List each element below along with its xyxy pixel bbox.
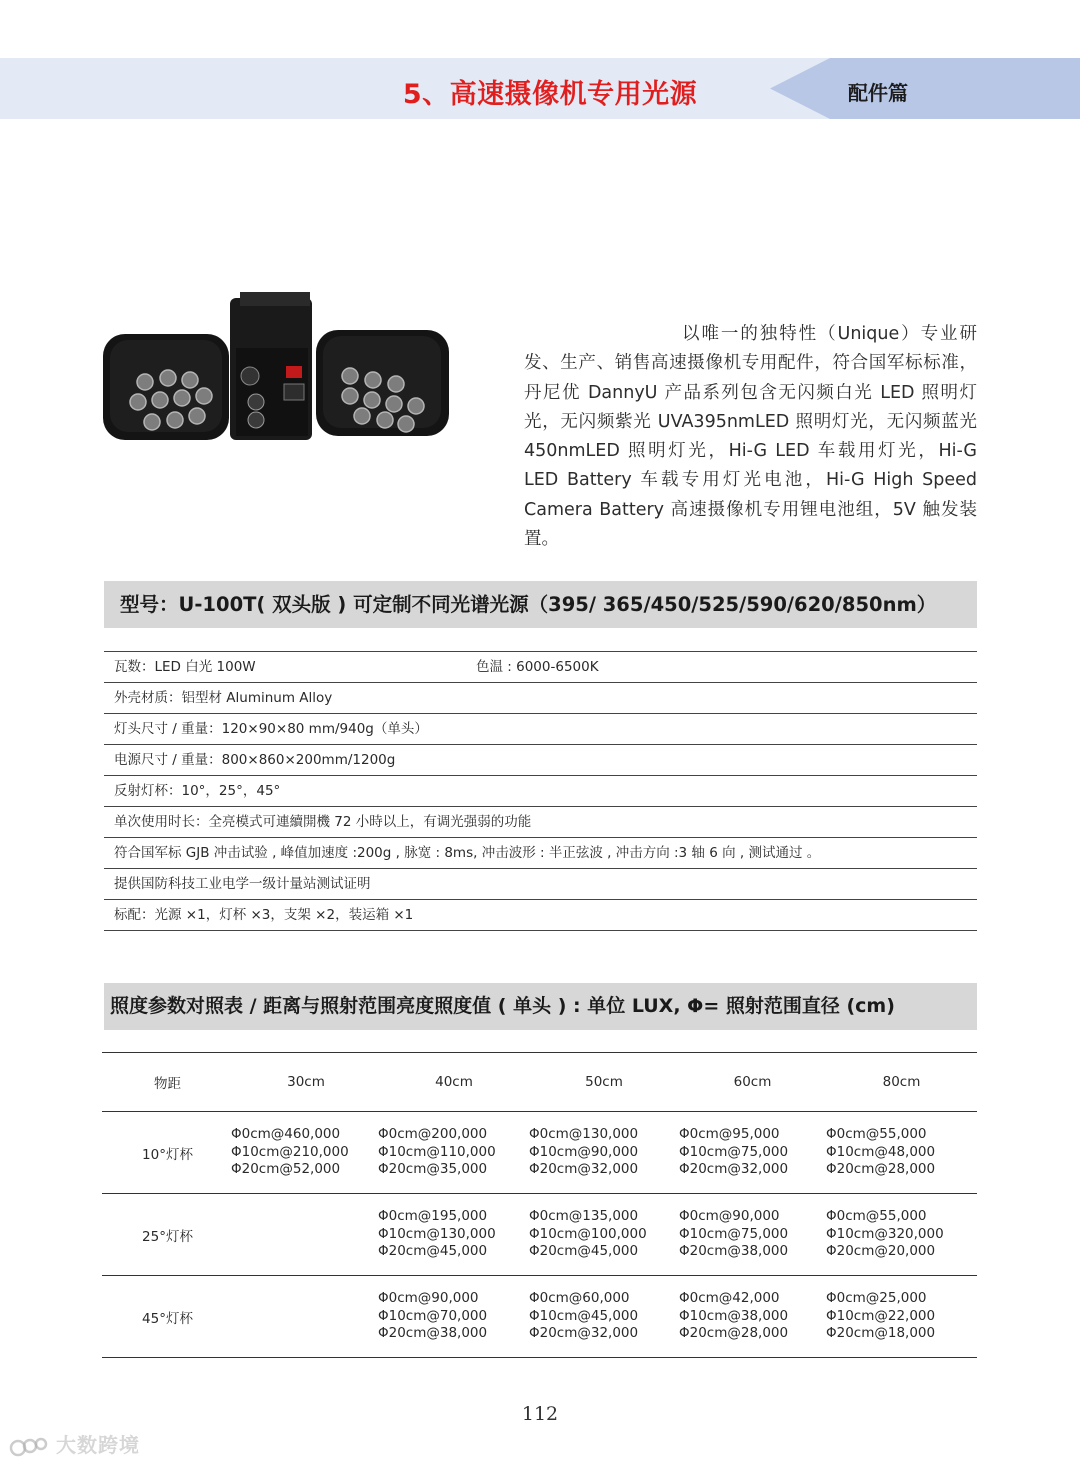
lux-value: Φ20cm@45,000: [529, 1243, 639, 1260]
lux-value: Φ20cm@52,000: [231, 1161, 341, 1178]
lux-cell: [679, 1112, 826, 1194]
row-label: 45°灯杯: [102, 1276, 233, 1358]
lux-value: Φ0cm@60,000: [529, 1290, 630, 1307]
lux-cell-empty: [233, 1276, 379, 1358]
watermark-logo-icon: [8, 1435, 48, 1459]
lux-cell: [379, 1194, 529, 1276]
lux-value: Φ20cm@18,000: [826, 1325, 936, 1342]
row-label: 10°灯杯: [102, 1112, 233, 1194]
lux-value: Φ0cm@130,000: [529, 1126, 639, 1143]
lux-cell: [379, 1276, 529, 1358]
lux-cell: [233, 1112, 379, 1194]
lux-value: Φ20cm@38,000: [378, 1325, 488, 1342]
lux-value: Φ20cm@45,000: [378, 1243, 488, 1260]
lux-cell: [529, 1276, 679, 1358]
lux-value: Φ10cm@75,000: [679, 1225, 789, 1242]
lux-value: Φ10cm@75,000: [679, 1143, 789, 1160]
lux-cell: [379, 1112, 529, 1194]
page-number: 112: [521, 1403, 559, 1425]
page-title: 5、高速摄像机专用光源: [402, 79, 698, 110]
table-row: [102, 1194, 977, 1276]
spec-list: [104, 651, 977, 931]
lux-value: Φ0cm@95,000: [679, 1126, 780, 1143]
left-lamp-head: [103, 334, 229, 440]
lux-value: Φ10cm@100,000: [529, 1225, 647, 1242]
section-label: 配件篇: [848, 81, 908, 105]
row-label: 25°灯杯: [102, 1194, 233, 1276]
spec-row-head-size: 灯头尺寸 / 重量：120×90×80 mm/940g（单头）: [104, 714, 977, 745]
lux-cell: [529, 1112, 679, 1194]
lux-cell-empty: [233, 1194, 379, 1276]
header-40cm: 40cm: [379, 1053, 529, 1112]
lux-value: Φ20cm@28,000: [826, 1161, 936, 1178]
lux-value: Φ0cm@460,000: [231, 1126, 341, 1143]
spec-color-temp: 色温 : 6000-6500K: [476, 659, 599, 675]
spec-row-certificate: 提供国防科技工业电学一级计量站测试证明: [104, 869, 977, 900]
lux-value: Φ20cm@32,000: [679, 1161, 789, 1178]
header-section-tab: [770, 58, 1080, 119]
lux-value: Φ20cm@35,000: [378, 1161, 488, 1178]
lux-value: Φ10cm@45,000: [529, 1307, 639, 1324]
table-row: [102, 1112, 977, 1194]
lux-cell: [826, 1194, 977, 1276]
lux-value: Φ20cm@32,000: [529, 1325, 639, 1342]
lux-value: Φ10cm@110,000: [378, 1143, 496, 1160]
model-title-bar: 型号：U-100T( 双头版 ) 可定制不同光谱光源（395/ 365/450/525/590/620/850nm）: [104, 581, 977, 628]
lux-cell: [529, 1194, 679, 1276]
lux-value: Φ20cm@32,000: [529, 1161, 639, 1178]
lux-value: Φ10cm@320,000: [826, 1225, 944, 1242]
lux-value: Φ0cm@42,000: [679, 1290, 780, 1307]
watermark-text: 大数跨境: [55, 1433, 140, 1457]
spec-row-wattage: [104, 652, 977, 683]
lux-value: Φ0cm@90,000: [378, 1290, 479, 1307]
lux-title-bar: 照度参数对照表 / 距离与照射范围亮度照度值 ( 单头 ) : 单位 LUX, Φ= 照射范围直径 (cm): [104, 983, 977, 1030]
lux-value: Φ0cm@90,000: [679, 1208, 780, 1225]
lux-value: Φ10cm@130,000: [378, 1225, 496, 1242]
lux-value: Φ0cm@55,000: [826, 1208, 927, 1225]
lux-header-row: [102, 1053, 977, 1112]
header-50cm: 50cm: [529, 1053, 679, 1112]
header-distance: 物距: [102, 1053, 233, 1112]
lux-value: Φ10cm@38,000: [679, 1307, 789, 1324]
lux-cell: [679, 1276, 826, 1358]
table-row: [102, 1276, 977, 1358]
lux-cell: [679, 1194, 826, 1276]
lux-value: Φ10cm@90,000: [529, 1143, 639, 1160]
product-photo: [100, 290, 455, 450]
lux-value: Φ0cm@195,000: [378, 1208, 488, 1225]
lux-value: Φ20cm@28,000: [679, 1325, 789, 1342]
lux-value: Φ20cm@20,000: [826, 1243, 936, 1260]
lux-table: [102, 1052, 977, 1358]
lux-value: Φ20cm@38,000: [679, 1243, 789, 1260]
spec-row-runtime: 单次使用时长：全亮模式可連續開機 72 小時以上，有调光强弱的功能: [104, 807, 977, 838]
spec-row-power-size: 电源尺寸 / 重量：800×860×200mm/1200g: [104, 745, 977, 776]
intro-paragraph: 以唯一的独特性（Unique）专业研发、生产、销售高速摄像机专用配件，符合国军标标准，丹尼优 DannyU 产品系列包含无闪频白光 LED 照明灯光，无闪频紫光 UVA395nmLED 照明灯光，无闪频蓝光450nmLED 照明灯光，Hi-G LED 车载用灯光，Hi-G LED Battery 车载专用灯光电池，Hi-G High Speed Camera Battery 高速摄像机专用锂电池组，5V 触发装置。: [524, 324, 977, 550]
spec-row-package: 标配：光源 ×1，灯杯 ×3，支架 ×2，装运箱 ×1: [104, 900, 977, 931]
power-supply-box: [230, 292, 312, 440]
spec-row-housing: 外壳材质：铝型材 Aluminum Alloy: [104, 683, 977, 714]
header-80cm: 80cm: [826, 1053, 977, 1112]
lux-value: Φ10cm@48,000: [826, 1143, 936, 1160]
lux-value: Φ10cm@70,000: [378, 1307, 488, 1324]
lux-value: Φ10cm@210,000: [231, 1143, 349, 1160]
lux-value: Φ0cm@55,000: [826, 1126, 927, 1143]
spec-row-shock-test: 符合国军标 GJB 冲击试验 , 峰值加速度 :200g , 脉宽 : 8ms, 冲击波形 : 半正弦波 , 冲击方向 :3 轴 6 向 , 测试通过 。: [104, 838, 977, 869]
watermark: [8, 1429, 140, 1459]
lux-cell: [826, 1276, 977, 1358]
lux-value: Φ0cm@200,000: [378, 1126, 488, 1143]
header-30cm: 30cm: [233, 1053, 379, 1112]
spec-row-reflector: 反射灯杯：10°，25°，45°: [104, 776, 977, 807]
spec-wattage: 瓦数：LED 白光 100W: [114, 659, 256, 675]
lux-value: Φ0cm@25,000: [826, 1290, 927, 1307]
right-lamp-head: [316, 330, 449, 436]
header-60cm: 60cm: [679, 1053, 826, 1112]
lux-cell: [826, 1112, 977, 1194]
lux-value: Φ0cm@135,000: [529, 1208, 639, 1225]
lux-value: Φ10cm@22,000: [826, 1307, 936, 1324]
